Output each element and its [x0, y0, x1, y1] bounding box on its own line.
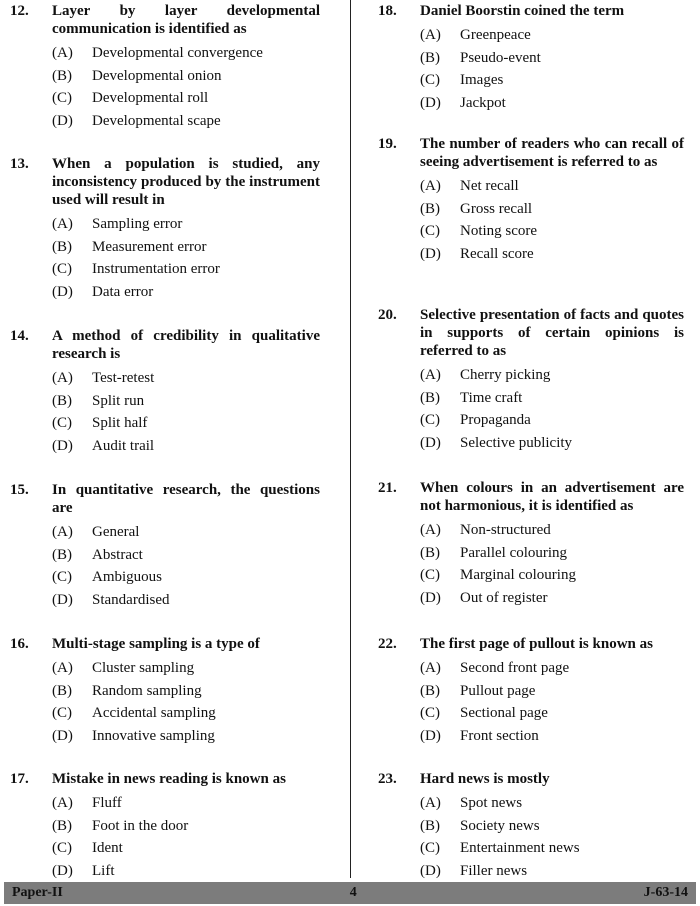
- option-label: (D): [52, 591, 73, 608]
- question-23: [378, 770, 684, 882]
- question-22: [378, 635, 684, 747]
- option-item: [52, 589, 320, 612]
- option-label: (A): [52, 660, 73, 676]
- question-number: 19.: [378, 136, 397, 152]
- option-text: Cherry picking: [460, 367, 551, 383]
- question-17: [10, 770, 320, 882]
- option-item: [52, 367, 320, 390]
- option-label: (B): [420, 682, 440, 699]
- option-label: (C): [420, 705, 440, 721]
- option-item: [420, 564, 684, 587]
- option-label: (B): [420, 49, 440, 66]
- option-text: Net recall: [460, 178, 519, 194]
- option-label: (B): [420, 544, 440, 561]
- option-list: [420, 24, 684, 114]
- question-14: [10, 327, 320, 457]
- question-text: Mistake in news reading is known as: [52, 771, 286, 787]
- option-list: [420, 364, 684, 454]
- option-item: [52, 521, 320, 544]
- option-item: [52, 702, 320, 725]
- option-item: [52, 725, 320, 748]
- option-item: [52, 258, 320, 281]
- option-label: (B): [52, 392, 72, 409]
- question-text: When colours in an advertisement are not harmonious, it is identified as: [420, 480, 684, 514]
- option-list: [52, 367, 320, 457]
- option-list: [52, 792, 320, 882]
- question-number: 12.: [10, 3, 29, 19]
- option-label: (B): [52, 546, 72, 563]
- option-label: (D): [420, 94, 441, 111]
- question-head: [10, 481, 320, 517]
- option-label: (D): [52, 112, 73, 129]
- question-text: A method of credibility in qualitative research is: [52, 328, 320, 362]
- option-item: [420, 837, 684, 860]
- option-label: (C): [52, 261, 72, 277]
- option-item: [420, 432, 684, 455]
- option-text: General: [92, 524, 140, 540]
- option-text: Developmental roll: [92, 90, 209, 106]
- option-text: Developmental onion: [92, 67, 222, 84]
- option-item: [420, 243, 684, 266]
- option-text: Developmental scape: [92, 112, 221, 129]
- option-text: Society news: [460, 817, 540, 834]
- question-16: [10, 635, 320, 747]
- option-text: Abstract: [92, 546, 143, 563]
- option-list: [52, 213, 320, 303]
- option-item: [420, 220, 684, 243]
- question-text: Hard news is mostly: [420, 771, 550, 787]
- question-head: [378, 770, 684, 788]
- option-item: [420, 175, 684, 198]
- question-number: 22.: [378, 636, 397, 652]
- option-item: [420, 519, 684, 542]
- option-label: (A): [420, 660, 441, 676]
- option-label: (C): [52, 840, 72, 856]
- option-label: (C): [52, 705, 72, 721]
- question-head: [10, 2, 320, 38]
- option-text: Split half: [92, 415, 148, 431]
- option-item: [420, 24, 684, 47]
- option-item: [420, 409, 684, 432]
- option-label: (C): [420, 840, 440, 856]
- option-label: (A): [420, 178, 441, 194]
- option-label: (B): [52, 682, 72, 699]
- question-text: Layer by layer developmental communication is identified as: [52, 3, 320, 37]
- question-text: The number of readers who can recall of seeing advertisement is referred to as: [420, 136, 684, 170]
- option-text: Random sampling: [92, 682, 202, 699]
- option-item: [52, 860, 320, 883]
- option-label: (B): [420, 817, 440, 834]
- question-number: 15.: [10, 482, 29, 498]
- option-label: (C): [420, 223, 440, 239]
- option-item: [52, 837, 320, 860]
- option-item: [52, 566, 320, 589]
- question-head: [378, 306, 684, 360]
- question-text: Daniel Boorstin coined the term: [420, 3, 625, 19]
- option-label: (D): [52, 727, 73, 744]
- option-item: [420, 815, 684, 838]
- option-text: Marginal colouring: [460, 567, 576, 583]
- option-label: (C): [52, 569, 72, 585]
- option-item: [52, 544, 320, 567]
- column-divider: [350, 0, 351, 878]
- option-text: Non-structured: [460, 522, 551, 538]
- option-item: [52, 65, 320, 88]
- option-label: (C): [420, 72, 440, 88]
- option-text: Front section: [460, 727, 539, 744]
- question-head: [10, 770, 320, 788]
- option-label: (A): [420, 367, 441, 383]
- option-text: Audit trail: [92, 437, 155, 454]
- option-item: [52, 792, 320, 815]
- question-number: 20.: [378, 307, 397, 323]
- footer-page-number: 4: [349, 885, 357, 900]
- option-label: (B): [420, 389, 440, 406]
- option-label: (A): [420, 27, 441, 43]
- option-item: [52, 680, 320, 703]
- option-item: [420, 792, 684, 815]
- question-head: [378, 479, 684, 515]
- option-label: (C): [52, 90, 72, 106]
- option-list: [420, 657, 684, 747]
- option-item: [52, 657, 320, 680]
- question-13: [10, 155, 320, 303]
- question-number: 21.: [378, 480, 397, 496]
- option-text: Developmental convergence: [92, 45, 263, 61]
- option-label: (D): [420, 245, 441, 262]
- footer-paper-label: Paper-II: [12, 885, 63, 900]
- option-item: [420, 680, 684, 703]
- option-label: (D): [420, 434, 441, 451]
- option-item: [420, 364, 684, 387]
- option-list: [52, 42, 320, 132]
- option-text: Pseudo-event: [460, 49, 541, 66]
- option-label: (B): [52, 67, 72, 84]
- option-label: (D): [420, 727, 441, 744]
- option-text: Parallel colouring: [460, 544, 568, 561]
- option-text: Cluster sampling: [92, 660, 195, 676]
- question-number: 23.: [378, 771, 397, 787]
- option-item: [52, 815, 320, 838]
- option-text: Test-retest: [92, 370, 155, 386]
- option-text: Pullout page: [460, 682, 536, 699]
- option-text: Selective publicity: [460, 434, 573, 451]
- option-item: [52, 390, 320, 413]
- option-text: Noting score: [460, 223, 538, 239]
- question-15: [10, 481, 320, 611]
- option-text: Gross recall: [460, 200, 533, 217]
- option-list: [52, 657, 320, 747]
- option-label: (D): [420, 862, 441, 879]
- option-item: [420, 657, 684, 680]
- option-item: [420, 198, 684, 221]
- option-item: [420, 725, 684, 748]
- option-item: [420, 387, 684, 410]
- question-19: [378, 135, 684, 265]
- option-label: (A): [52, 45, 73, 61]
- option-item: [420, 47, 684, 70]
- option-item: [52, 110, 320, 133]
- option-list: [420, 519, 684, 609]
- option-text: Sectional page: [460, 705, 548, 721]
- option-text: Time craft: [460, 389, 523, 406]
- option-text: Images: [460, 72, 504, 88]
- option-item: [420, 92, 684, 115]
- option-label: (A): [420, 522, 441, 538]
- option-item: [420, 860, 684, 883]
- option-text: Second front page: [460, 660, 570, 676]
- footer-code: J-63-14: [643, 885, 688, 900]
- option-item: [420, 69, 684, 92]
- option-text: Split run: [92, 392, 145, 409]
- option-item: [52, 236, 320, 259]
- question-text: The first page of pullout is known as: [420, 636, 653, 652]
- option-label: (A): [52, 216, 73, 232]
- option-label: (C): [420, 412, 440, 428]
- option-item: [52, 412, 320, 435]
- option-item: [420, 542, 684, 565]
- option-text: Spot news: [460, 795, 523, 811]
- question-text: When a population is studied, any inconsistency produced by the instrument used will result in: [52, 156, 320, 208]
- option-label: (C): [420, 567, 440, 583]
- option-label: (D): [52, 437, 73, 454]
- question-text: Multi-stage sampling is a type of: [52, 636, 260, 652]
- question-head: [378, 135, 684, 171]
- option-list: [52, 521, 320, 611]
- option-label: (D): [420, 589, 441, 606]
- question-head: [10, 635, 320, 653]
- question-number: 18.: [378, 3, 397, 19]
- option-text: Entertainment news: [460, 840, 580, 856]
- question-number: 17.: [10, 771, 29, 787]
- option-list: [420, 792, 684, 882]
- question-12: [10, 2, 320, 132]
- option-label: (B): [420, 200, 440, 217]
- option-text: Greenpeace: [460, 27, 531, 43]
- option-text: Propaganda: [460, 412, 531, 428]
- option-label: (B): [52, 817, 72, 834]
- option-list: [420, 175, 684, 265]
- option-item: [420, 702, 684, 725]
- question-text: Selective presentation of facts and quotes in supports of certain opinions is referred to as: [420, 307, 684, 359]
- option-label: (A): [420, 795, 441, 811]
- option-text: Lift: [92, 862, 115, 879]
- page-footer: [4, 882, 696, 904]
- option-label: (A): [52, 524, 73, 540]
- question-head: [378, 635, 684, 653]
- option-text: Fluff: [92, 795, 122, 811]
- option-text: Jackpot: [460, 94, 506, 111]
- question-head: [378, 2, 684, 20]
- option-label: (C): [52, 415, 72, 431]
- question-number: 16.: [10, 636, 29, 652]
- question-number: 13.: [10, 156, 29, 172]
- question-20: [378, 306, 684, 454]
- option-text: Foot in the door: [92, 817, 189, 834]
- option-text: Ident: [92, 840, 123, 856]
- option-item: [52, 87, 320, 110]
- option-text: Data error: [92, 283, 154, 300]
- question-head: [10, 327, 320, 363]
- option-text: Out of register: [460, 589, 548, 606]
- option-text: Ambiguous: [92, 569, 163, 585]
- option-label: (D): [52, 862, 73, 879]
- option-item: [52, 213, 320, 236]
- option-item: [52, 281, 320, 304]
- option-text: Recall score: [460, 245, 534, 262]
- option-label: (A): [52, 370, 73, 386]
- question-head: [10, 155, 320, 209]
- option-item: [52, 42, 320, 65]
- option-label: (D): [52, 283, 73, 300]
- option-item: [420, 587, 684, 610]
- option-text: Sampling error: [92, 216, 183, 232]
- question-18: [378, 2, 684, 114]
- option-text: Innovative sampling: [92, 727, 215, 744]
- question-number: 14.: [10, 328, 29, 344]
- question-21: [378, 479, 684, 609]
- option-text: Standardised: [92, 591, 170, 608]
- option-label: (B): [52, 238, 72, 255]
- option-text: Accidental sampling: [92, 705, 216, 721]
- option-text: Filler news: [460, 862, 528, 879]
- option-item: [52, 435, 320, 458]
- question-text: In quantitative research, the questions are: [52, 482, 320, 516]
- option-text: Instrumentation error: [92, 261, 220, 277]
- option-label: (A): [52, 795, 73, 811]
- option-text: Measurement error: [92, 238, 207, 255]
